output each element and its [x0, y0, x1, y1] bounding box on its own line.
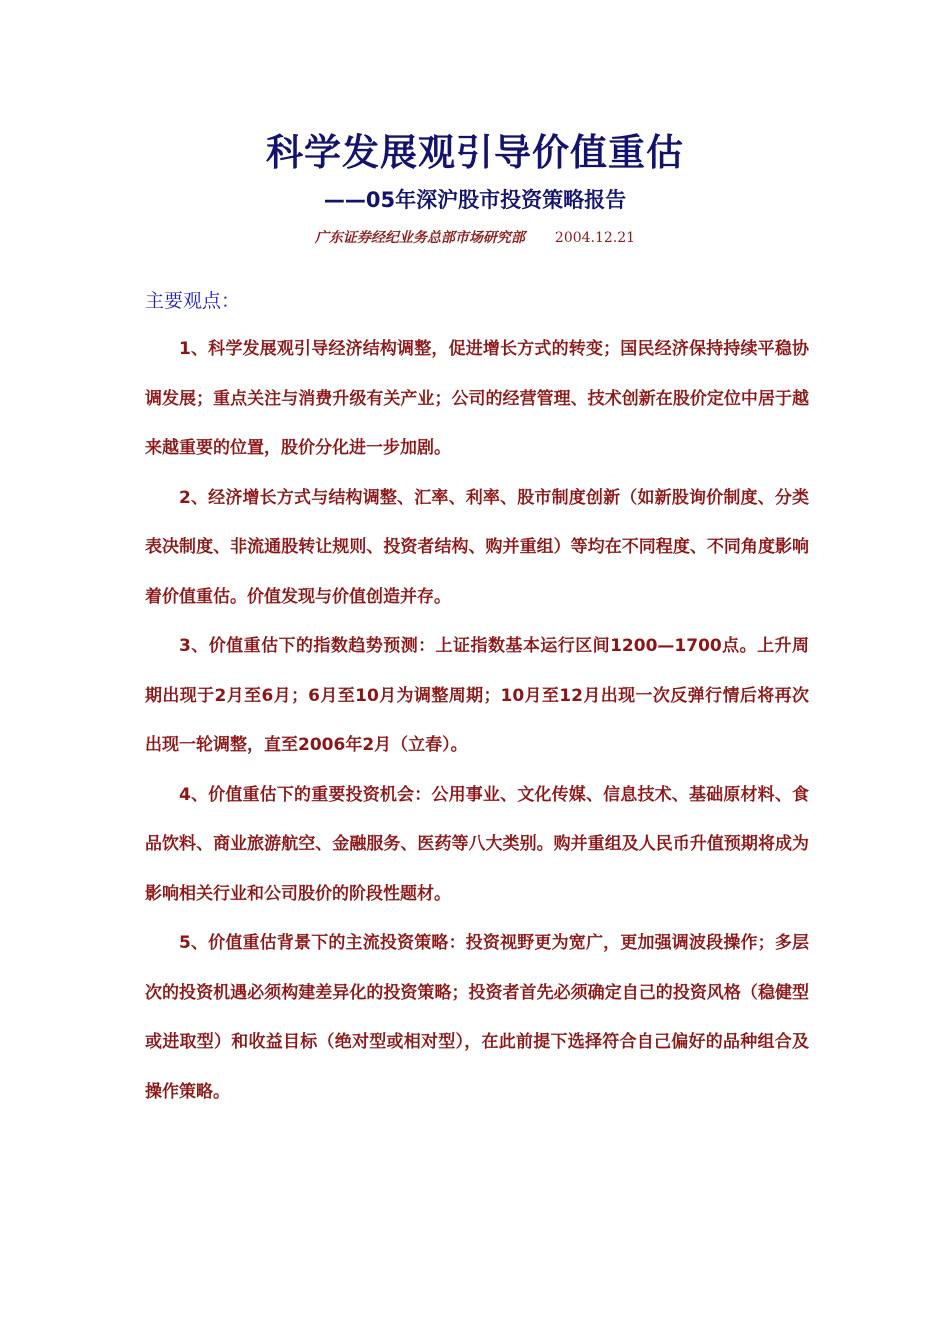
byline [0, 226, 950, 250]
main-points [145, 325, 809, 1117]
report-date: 2004.12.21 [554, 230, 636, 246]
section-heading: 主要观点： [145, 290, 241, 312]
document-title: 科学发展观引导价值重估 [266, 131, 684, 174]
point-3: 3、价值重估下的指数趋势预测：上证指数基本运行区间1200—1700点。上升周期出现于2月至6月；6月至10月为调整周期；10月至12月出现一次反弹行情后将再次出现一轮调整，直至2006年2月（立春）。 [145, 636, 809, 755]
point-1: 1、科学发展观引导经济结构调整，促进增长方式的转变；国民经济保持持续平稳协调发展；重点关注与消费升级有关产业；公司的经营管理、技术创新在股价定位中居于越来越重要的位置，股价分化进一步加剧。 [145, 339, 809, 458]
point-5: 5、价值重估背景下的主流投资策略：投资视野更为宽广，更加强调波段操作；多层次的投资机遇必须构建差异化的投资策略；投资者首先必须确定自己的投资风格（稳健型或进取型）和收益目标（绝对型或相对型），在此前提下选择符合自己偏好的品种组合及操作策略。 [145, 933, 809, 1102]
author-department: 广东证券经纪业务总部市场研究部 [314, 230, 525, 246]
point-4: 4、价值重估下的重要投资机会：公用事业、文化传媒、信息技术、基础原材料、食品饮料、商业旅游航空、金融服务、医药等八大类别。购并重组及人民币升值预期将成为影响相关行业和公司股价的阶段性题材。 [145, 784, 809, 904]
point-2: 2、经济增长方式与结构调整、汇率、利率、股市制度创新（如新股询价制度、分类表决制度、非流通股转让规则、投资者结构、购并重组）等均在不同程度、不同角度影响着价值重估。价值发现与价值创造并存。 [145, 487, 809, 607]
document-subtitle: ——05年深沪股市投资策略报告 [323, 188, 627, 212]
